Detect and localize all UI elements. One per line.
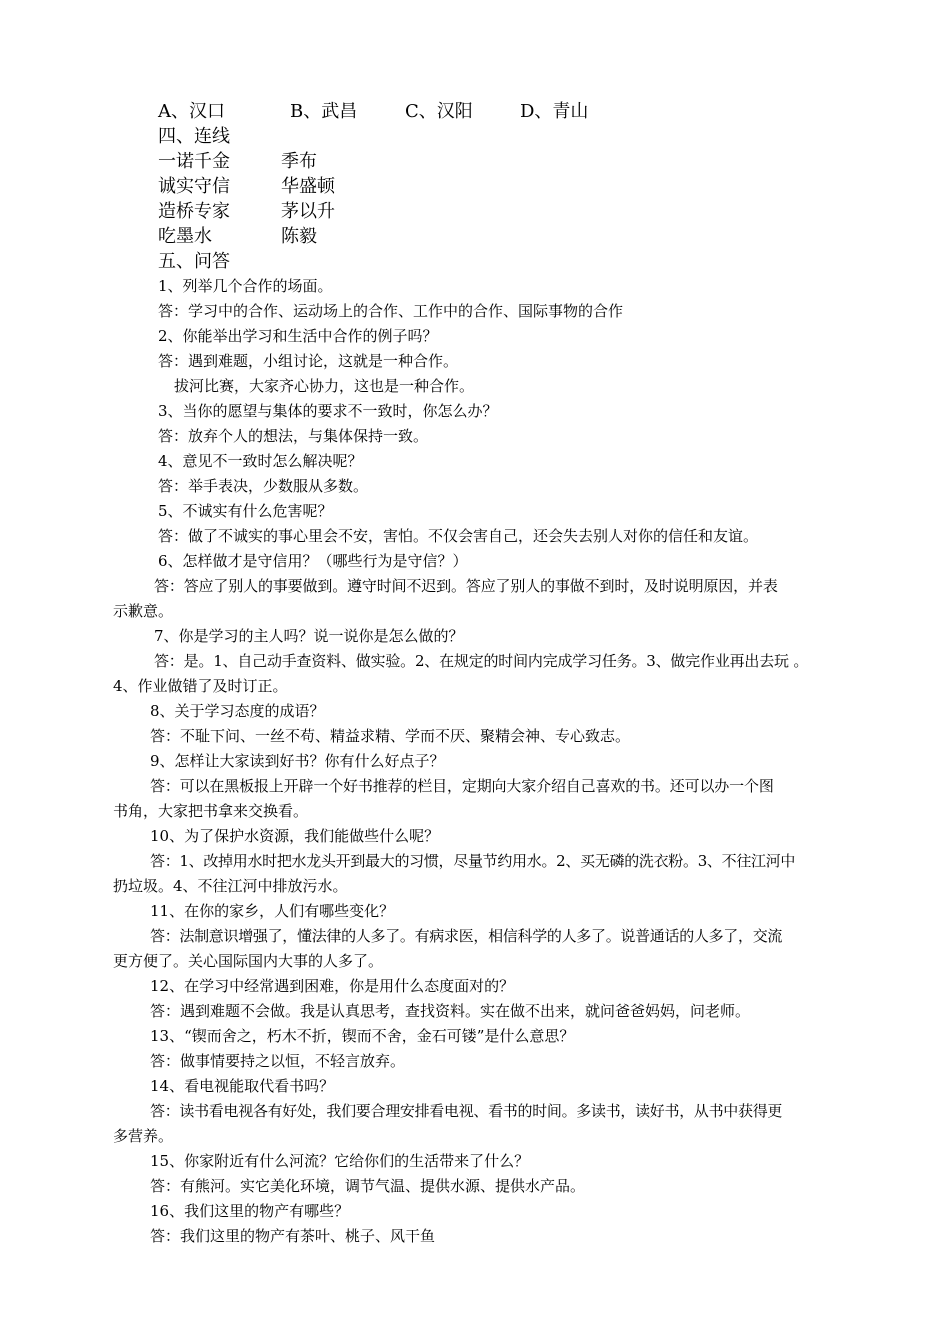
answer: 答：放弃个人的想法，与集体保持一致。 [158, 427, 429, 445]
match-left-item: 一诺千金 [158, 151, 230, 172]
match-right-item: 茅以升 [281, 201, 335, 222]
answer: 答：学习中的合作、运动场上的合作、工作中的合作、国际事物的合作 [158, 302, 624, 320]
answer: 答：遇到难题，小组讨论，这就是一种合作。 [158, 352, 459, 370]
answer: 答：做了不诚实的事心里会不安，害怕。不仅会害自己，还会失去别人对你的信任和友谊。 [158, 527, 759, 545]
question: 11、在你的家乡，人们有哪些变化？ [150, 902, 395, 920]
answer: 答：做事情要持之以恒，不轻言放弃。 [150, 1052, 406, 1070]
question: 5、不诚实有什么危害呢？ [158, 502, 333, 520]
match-right-item: 季布 [281, 151, 317, 172]
question: 14、看电视能取代看书吗？ [150, 1077, 335, 1095]
answer-continuation: 4、作业做错了及时订正。 [113, 677, 288, 695]
answer-continuation: 多营养。 [113, 1127, 174, 1145]
match-left-item: 造桥专家 [158, 201, 230, 222]
answer: 答：举手表决，少数服从多数。 [158, 477, 369, 495]
option-a: A、汉口 [158, 101, 225, 122]
answer-continuation: 书角，大家把书拿来交换看。 [113, 802, 309, 820]
answer: 答：读书看电视各有好处，我们要合理安排看电视、看书的时间。多读书，读好书，从书中获得更 [150, 1102, 783, 1120]
question: 16、我们这里的物产有哪些？ [150, 1202, 350, 1220]
answer: 答：1、改掉用水时把水龙头开到最大的习惯，尽量节约用水。2、买无磷的洗衣粉。3、不往江河中 [150, 852, 796, 870]
question: 10、为了保护水资源，我们能做些什么呢？ [150, 827, 440, 845]
match-left-item: 吃墨水 [158, 226, 212, 247]
question: 2、你能举出学习和生活中合作的例子吗？ [158, 327, 438, 345]
question: 8、关于学习态度的成语？ [150, 702, 325, 720]
option-c: C、汉阳 [405, 101, 473, 122]
answer: 答：法制意识增强了，懂法律的人多了。有病求医，相信科学的人多了。说普通话的人多了，交流 [150, 927, 783, 945]
question: 13、“锲而舍之，朽木不折，锲而不舍，金石可镂”是什么意思？ [150, 1027, 575, 1045]
answer-continuation: 扔垃圾。4、不往江河中排放污水。 [113, 877, 348, 895]
match-left-item: 诚实守信 [158, 176, 230, 197]
section-5-title: 五、问答 [158, 251, 230, 272]
question: 9、怎样让大家读到好书？你有什么好点子？ [150, 752, 445, 770]
question: 6、怎样做才是守信用？（哪些行为是守信？） [158, 552, 468, 570]
option-b: B、武昌 [290, 101, 358, 122]
match-right-item: 华盛顿 [281, 176, 335, 197]
question: 7、你是学习的主人吗？说一说你是怎么做的？ [154, 627, 464, 645]
answer: 答：遇到难题不会做。我是认真思考，查找资料。实在做不出来，就问爸爸妈妈，问老师。 [150, 1002, 751, 1020]
answer: 答：是。1、自己动手查资料、做实验。2、在规定的时间内完成学习任务。3、做完作业再出去玩 。 [154, 652, 809, 670]
section-4-title: 四、连线 [158, 126, 230, 147]
answer: 答：我们这里的物产有茶叶、桃子、风干鱼 [150, 1227, 436, 1245]
match-right-item: 陈毅 [281, 226, 317, 247]
answer: 答：可以在黑板报上开辟一个好书推荐的栏目，定期向大家介绍自己喜欢的书。还可以办一个图 [150, 777, 774, 795]
answer: 拔河比赛，大家齐心协力，这也是一种合作。 [174, 377, 475, 395]
question: 4、意见不一致时怎么解决呢？ [158, 452, 363, 470]
question: 12、在学习中经常遇到困难，你是用什么态度面对的？ [150, 977, 515, 995]
answer-continuation: 示歉意。 [113, 602, 174, 620]
question: 3、当你的愿望与集体的要求不一致时，你怎么办？ [158, 402, 498, 420]
question: 15、你家附近有什么河流？它给你们的生活带来了什么？ [150, 1152, 530, 1170]
option-d: D、青山 [520, 101, 589, 122]
question: 1、列举几个合作的场面。 [158, 277, 333, 295]
answer: 答：答应了别人的事要做到。遵守时间不迟到。答应了别人的事做不到时，及时说明原因，并表 [154, 577, 778, 595]
answer: 答：有熊河。实它美化环境，调节气温、提供水源、提供水产品。 [150, 1177, 586, 1195]
answer-continuation: 更方便了。关心国际国内大事的人多了。 [113, 952, 384, 970]
answer: 答：不耻下问、一丝不苟、精益求精、学而不厌、聚精会神、专心致志。 [150, 727, 631, 745]
